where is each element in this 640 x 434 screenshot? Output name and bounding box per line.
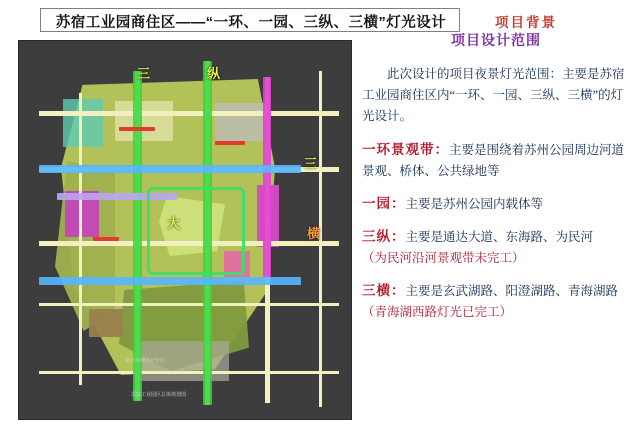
- section-title: 项目设计范围: [451, 32, 541, 48]
- entry-3-lead: 三横：: [362, 283, 406, 298]
- entry-2-lead: 三纵：: [362, 229, 406, 244]
- map-highlight-vertical-magenta: [263, 77, 271, 277]
- entry-0-body: 主要是围绕着苏州公园周边河道景观、桥体、公共绿地等: [362, 143, 625, 178]
- entry-2-body: 主要是通达大道、东海路、为民河: [405, 230, 594, 244]
- map-highlight-horizontal-cyan-1: [39, 165, 301, 173]
- map-highlight-red-segment-2: [215, 141, 245, 145]
- map-area-teal: [63, 99, 103, 147]
- map-highlight-ring: [147, 187, 245, 275]
- entry-2: [362, 226, 630, 269]
- entry-3-note: （青海湖西路灯光已完工）: [362, 305, 513, 319]
- map-area-pale-block: [115, 101, 173, 141]
- map-road-h1: [39, 111, 339, 116]
- entry-3: [362, 280, 630, 323]
- map-label-3: 横: [307, 226, 321, 241]
- map-label-0: 三: [137, 66, 151, 81]
- content-column: [362, 30, 630, 334]
- entry-2-note: （为民河沿河景观带未完工）: [362, 251, 525, 265]
- map-highlight-horizontal-cyan-2: [39, 277, 301, 285]
- intro-paragraph: 此次设计的项目夜景灯光范围：主要是苏宿工业园商住区内“一环、一园、三纵、三横”的灯光设计。: [362, 67, 625, 123]
- entry-1-body: 主要是苏州公园内载体等: [405, 197, 544, 211]
- entry-3-body: 主要是玄武湖路、阳澄湖路、青海湖路: [405, 284, 619, 298]
- map-road-h5: [39, 371, 339, 374]
- map-label-2: 三: [304, 156, 318, 171]
- map-label-4: 大: [167, 216, 181, 231]
- map-area-grey-block: [215, 103, 267, 141]
- map-highlight-red-segment-3: [93, 237, 119, 241]
- map-highlight-red-segment-1: [119, 127, 155, 131]
- entry-0: [362, 139, 630, 182]
- page-title: 苏宿工业园商住区——“一环、一园、三纵、三横”灯光设计: [55, 15, 447, 31]
- map-image: [18, 40, 352, 420]
- map-canvas: [19, 41, 351, 419]
- entry-1-lead: 一园：: [362, 196, 406, 211]
- entry-1: [362, 193, 630, 215]
- map-label-1: 纵: [207, 66, 221, 81]
- header-right-label: 项目背景: [495, 15, 557, 30]
- map-area-brown-small: [89, 309, 123, 337]
- map-road-v4: [79, 93, 82, 385]
- entry-0-lead: 一环景观带：: [362, 142, 449, 157]
- map-caption-1: 宿迁市经济开发区: [125, 358, 166, 364]
- map-caption-0: 苏宿工业园区总体规划图: [131, 392, 187, 398]
- map-road-h4: [39, 303, 339, 306]
- map-highlight-vertical-green-1: [133, 71, 142, 401]
